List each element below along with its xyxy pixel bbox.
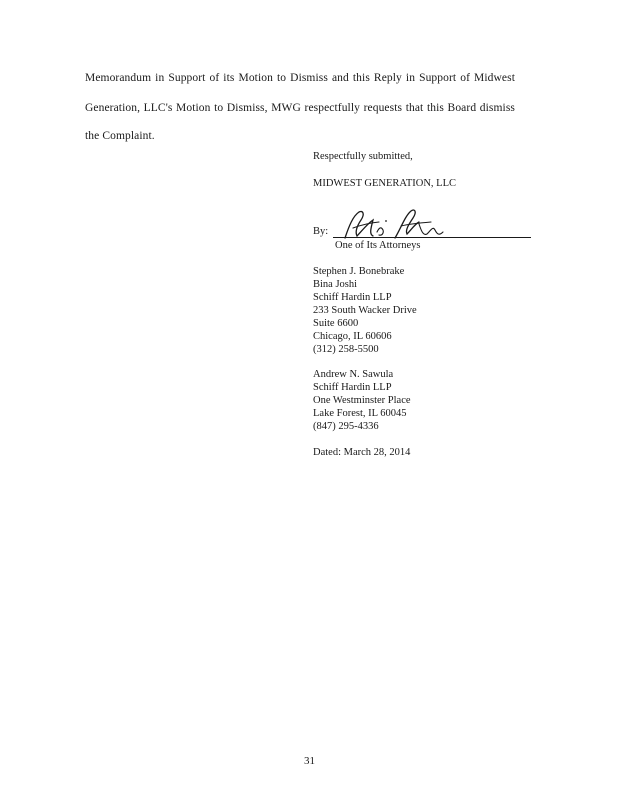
page-number: 31 [304,755,315,767]
dated-line: Dated: March 28, 2014 [313,447,411,458]
counsel-line: 233 South Wacker Drive [313,305,417,316]
counsel-line: Suite 6600 [313,318,359,329]
counsel-line: Schiff Hardin LLP [313,292,392,303]
body-text-line: Generation, LLC's Motion to Dismiss, MWG respectfully requests that this Board dismiss [85,102,515,114]
closing-text: Respectfully submitted, [313,151,413,162]
counsel-line: Lake Forest, IL 60045 [313,408,407,419]
counsel-line: Andrew N. Sawula [313,369,394,380]
body-text-line: Memorandum in Support of its Motion to Dismiss and this Reply in Support of Midwest [85,72,515,84]
counsel-line: (847) 295-4336 [313,421,379,432]
counsel-line: Chicago, IL 60606 [313,331,392,342]
counsel-line: One Westminster Place [313,395,411,406]
counsel-line: Bina Joshi [313,279,358,290]
counsel-line: (312) 258-5500 [313,344,379,355]
handwritten-signature [339,208,449,244]
by-label: By: [313,226,329,237]
body-text-line: the Complaint. [85,130,155,142]
counsel-line: Schiff Hardin LLP [313,382,392,393]
counsel-line: Stephen J. Bonebrake [313,266,405,277]
signer-caption: One of Its Attorneys [335,240,421,251]
company-name: MIDWEST GENERATION, LLC [313,178,457,189]
